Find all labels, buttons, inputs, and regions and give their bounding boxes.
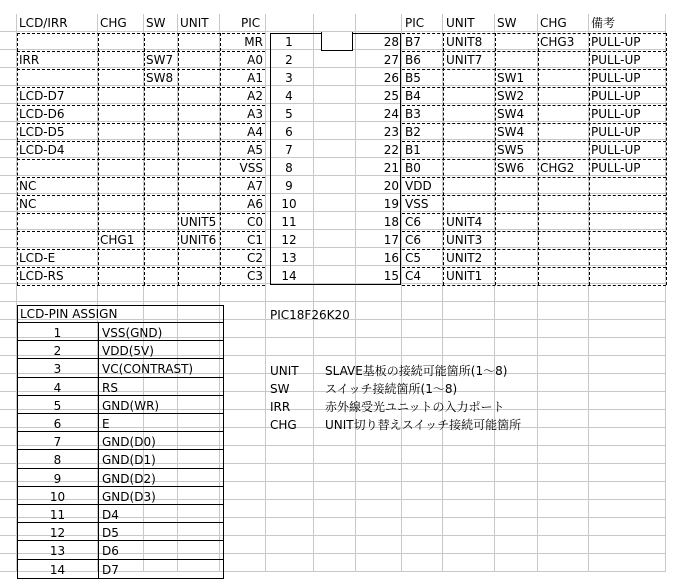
pin-cell-rpic: B0 — [405, 161, 421, 175]
lcd-pin-function: RS — [102, 380, 118, 395]
legend-desc: UNIT切り替えスイッチ接続可能箇所 — [325, 418, 522, 432]
pin-cell-runit: UNIT2 — [446, 251, 483, 265]
header-unit-right: UNIT — [446, 16, 475, 30]
lcd-pin-function: GND(D3) — [102, 489, 156, 504]
lcd-pin-function: D5 — [102, 526, 119, 541]
pin-cell-lnum: 8 — [285, 161, 293, 175]
pin-cell-rpic: B7 — [405, 35, 421, 49]
pin-cell-chg — [100, 213, 144, 231]
pin-cell-note: PULL-UP — [591, 143, 641, 157]
legend-term: UNIT — [270, 364, 299, 378]
lcd-pin-number: 6 — [53, 417, 62, 431]
pin-cell-rsw — [497, 51, 537, 69]
header-pic-right: PIC — [405, 16, 425, 30]
pin-cell-sw — [146, 267, 178, 285]
pin-cell-chg — [100, 141, 144, 159]
legend-term: SW — [270, 382, 290, 396]
legend-desc: 赤外線受光ユニットの入力ポート — [325, 400, 505, 414]
pin-cell-sw — [146, 141, 178, 159]
pin-cell-note: PULL-UP — [591, 107, 641, 121]
pin-cell-rnum: 23 — [383, 125, 399, 139]
pin-cell-rsw: SW5 — [497, 143, 525, 157]
pin-cell-rchg — [540, 105, 588, 123]
pin-cell-note — [591, 231, 671, 249]
pin-cell-chg — [100, 249, 144, 267]
legend-term: CHG — [270, 418, 297, 432]
pin-cell-rpic: B4 — [405, 89, 421, 103]
pin-cell-lnum: 4 — [285, 89, 293, 103]
pin-cell-lpic: A6 — [247, 197, 263, 211]
pin-cell-note — [591, 267, 671, 285]
pin-cell-lpic: A5 — [247, 143, 263, 157]
pin-cell-sw — [146, 123, 178, 141]
pin-cell-lcd: LCD-D6 — [19, 107, 65, 121]
pin-cell-lnum: 1 — [285, 35, 293, 49]
lcd-pin-function: D4 — [102, 508, 119, 522]
pin-cell-rchg — [540, 267, 588, 285]
pin-cell-lpic: A0 — [247, 53, 263, 67]
pin-cell-unit: UNIT6 — [180, 233, 217, 247]
pin-cell-lcd — [19, 159, 97, 177]
pin-cell-rchg — [540, 213, 588, 231]
pin-cell-rpic: C6 — [405, 233, 422, 247]
pin-cell-rsw: SW1 — [497, 71, 525, 85]
lcd-pin-number: 8 — [53, 453, 62, 468]
pin-cell-chg — [100, 69, 144, 87]
lcd-pin-number: 12 — [49, 526, 66, 541]
pin-cell-rpic: VSS — [405, 197, 429, 211]
pin-cell-note: PULL-UP — [591, 35, 641, 49]
pin-cell-sw: SW8 — [146, 71, 174, 85]
pin-cell-runit — [446, 195, 494, 213]
pin-cell-rnum: 15 — [383, 269, 399, 283]
lcd-pin-number: 10 — [49, 489, 66, 504]
pin-cell-chg — [100, 33, 144, 51]
lcd-pin-function: VDD(5V) — [102, 344, 154, 359]
pin-cell-lcd — [19, 213, 97, 231]
pin-cell-chg: CHG1 — [100, 233, 135, 247]
header-pic-left: PIC — [241, 16, 261, 30]
pin-cell-rchg — [540, 87, 588, 105]
pin-cell-lpic: C0 — [246, 215, 263, 229]
pin-cell-rpic: VDD — [405, 179, 432, 193]
lcd-pin-number: 11 — [49, 508, 66, 522]
pin-cell-lnum: 2 — [285, 53, 293, 67]
pin-cell-lcd — [19, 231, 97, 249]
pin-cell-lnum: 13 — [281, 251, 297, 265]
pin-cell-rsw: SW2 — [497, 89, 525, 103]
lcd-pin-number: 2 — [53, 344, 62, 359]
lcd-pin-function: VC(CONTRAST) — [102, 362, 194, 377]
pin-cell-sw — [146, 231, 178, 249]
pin-cell-chg — [100, 159, 144, 177]
pin-cell-rnum: 28 — [383, 35, 399, 49]
pin-cell-lnum: 11 — [281, 215, 297, 229]
pin-cell-rsw — [497, 177, 537, 195]
pin-cell-chg — [100, 123, 144, 141]
pin-cell-rnum: 18 — [383, 215, 399, 229]
pin-cell-unit — [180, 123, 218, 141]
header-chg-right: CHG — [540, 16, 567, 30]
chip-name: PIC18F26K20 — [270, 308, 350, 322]
pin-cell-lnum: 10 — [281, 197, 297, 211]
pin-cell-note — [591, 177, 671, 195]
pin-cell-rnum: 25 — [383, 89, 399, 103]
pin-cell-unit — [180, 195, 218, 213]
pin-cell-rnum: 20 — [383, 179, 399, 193]
pin-cell-rchg: CHG2 — [540, 161, 575, 175]
pin-cell-runit — [446, 87, 494, 105]
pin-cell-rpic: C5 — [405, 251, 422, 265]
pin-cell-rchg — [540, 195, 588, 213]
pin-cell-lcd: LCD-D7 — [19, 89, 65, 103]
pin-cell-note: PULL-UP — [591, 71, 641, 85]
pin-cell-rnum: 16 — [383, 251, 399, 265]
lcd-pin-number: 14 — [49, 562, 66, 577]
pin-cell-unit — [180, 267, 218, 285]
pin-cell-rchg — [540, 69, 588, 87]
pin-cell-sw — [146, 177, 178, 195]
pin-cell-rpic: B3 — [405, 107, 421, 121]
pin-cell-rchg — [540, 141, 588, 159]
pin-cell-note: PULL-UP — [591, 53, 641, 67]
pin-cell-rsw — [497, 33, 537, 51]
lcd-pin-number: 13 — [49, 544, 66, 559]
pin-cell-lpic: C3 — [246, 269, 263, 283]
pin-cell-rchg — [540, 51, 588, 69]
pin-cell-rnum: 27 — [383, 53, 399, 67]
header-lcd-irr: LCD/IRR — [19, 16, 68, 30]
pin-cell-unit — [180, 141, 218, 159]
legend-term: IRR — [270, 400, 291, 414]
pin-cell-sw — [146, 195, 178, 213]
pin-cell-rchg — [540, 249, 588, 267]
pin-cell-unit: UNIT5 — [180, 215, 217, 229]
pin-cell-lnum: 3 — [285, 71, 293, 85]
pin-cell-lpic: C1 — [246, 233, 263, 247]
pin-cell-rsw: SW4 — [497, 107, 525, 121]
lcd-pin-function: GND(D1) — [102, 453, 156, 468]
pin-cell-note: PULL-UP — [591, 89, 641, 103]
lcd-pin-function: VSS(GND) — [102, 326, 163, 340]
pin-cell-rchg — [540, 231, 588, 249]
pin-cell-rsw — [497, 231, 537, 249]
pin-cell-rnum: 21 — [383, 161, 399, 175]
lcd-pin-function: GND(WR) — [102, 398, 160, 413]
lcd-pin-function: D6 — [102, 544, 119, 559]
lcd-pin-number: 7 — [53, 435, 62, 450]
pin-cell-lcd: NC — [19, 197, 37, 211]
pin-cell-runit — [446, 105, 494, 123]
pin-cell-runit: UNIT4 — [446, 215, 483, 229]
pin-cell-lcd: LCD-E — [19, 251, 56, 265]
pin-cell-rsw — [497, 195, 537, 213]
pin-cell-runit: UNIT8 — [446, 35, 483, 49]
pin-cell-chg — [100, 267, 144, 285]
pin-cell-lnum: 5 — [285, 107, 293, 121]
lcd-pin-function: GND(D0) — [102, 435, 156, 450]
lcd-pin-number: 5 — [53, 398, 62, 413]
lcd-pin-number: 1 — [53, 326, 62, 340]
pin-cell-unit — [180, 51, 218, 69]
lcd-pin-function: E — [102, 417, 110, 431]
pin-cell-sw — [146, 213, 178, 231]
lcd-pin-number: 4 — [53, 380, 62, 395]
pin-cell-rpic: B1 — [405, 143, 421, 157]
pin-cell-rchg — [540, 177, 588, 195]
pin-cell-lcd: LCD-RS — [19, 269, 64, 283]
pin-cell-chg — [100, 195, 144, 213]
header-sw-right: SW — [497, 16, 517, 30]
legend-desc: スイッチ接続箇所(1～8) — [325, 382, 458, 396]
pin-cell-runit — [446, 159, 494, 177]
pin-cell-rpic: C4 — [405, 269, 422, 283]
pin-cell-runit — [446, 69, 494, 87]
pin-cell-sw — [146, 159, 178, 177]
pin-cell-sw — [146, 33, 178, 51]
pin-cell-lcd: LCD-D5 — [19, 125, 65, 139]
pin-cell-rnum: 19 — [383, 197, 399, 211]
header-sw: SW — [146, 16, 166, 30]
lcd-pin-function: GND(D2) — [102, 471, 156, 486]
pin-cell-lpic: A4 — [247, 125, 263, 139]
pin-cell-note — [591, 213, 671, 231]
legend-desc: SLAVE基板の接続可能箇所(1～8) — [325, 364, 508, 378]
pin-cell-unit — [180, 87, 218, 105]
pin-cell-lpic: A7 — [247, 179, 263, 193]
pin-cell-rnum: 22 — [383, 143, 399, 157]
pin-cell-sw — [146, 249, 178, 267]
pin-cell-rnum: 24 — [383, 107, 399, 121]
pin-cell-chg — [100, 177, 144, 195]
pin-cell-lnum: 9 — [285, 179, 293, 193]
pin-cell-runit — [446, 141, 494, 159]
pin-cell-rsw — [497, 249, 537, 267]
pin-cell-note — [591, 249, 671, 267]
pin-cell-rpic: C6 — [405, 215, 422, 229]
pin-cell-lcd: LCD-D4 — [19, 143, 65, 157]
pin-cell-note: PULL-UP — [591, 161, 641, 175]
lcd-pin-number: 3 — [53, 362, 62, 377]
pin-cell-runit: UNIT3 — [446, 233, 483, 247]
pin-cell-rsw: SW4 — [497, 125, 525, 139]
pin-cell-note: PULL-UP — [591, 125, 641, 139]
pin-cell-sw — [146, 105, 178, 123]
pin-cell-lnum: 14 — [281, 269, 297, 283]
pin-cell-lnum: 6 — [285, 125, 293, 139]
header-unit: UNIT — [180, 16, 209, 30]
pin-cell-unit — [180, 105, 218, 123]
pin-cell-lcd: IRR — [19, 53, 40, 67]
pin-cell-lpic: C2 — [246, 251, 263, 265]
pin-cell-lpic: MR — [244, 35, 263, 49]
pin-cell-runit: UNIT7 — [446, 53, 483, 67]
pin-cell-rpic: B6 — [405, 53, 421, 67]
pin-cell-sw — [146, 87, 178, 105]
pin-cell-rnum: 17 — [383, 233, 399, 247]
lcd-pin-function: D7 — [102, 562, 119, 577]
pin-cell-lcd — [19, 69, 97, 87]
pin-cell-unit — [180, 159, 218, 177]
pin-cell-unit — [180, 249, 218, 267]
pin-cell-runit — [446, 123, 494, 141]
pin-cell-unit — [180, 69, 218, 87]
pin-cell-runit — [446, 177, 494, 195]
pin-cell-rsw: SW6 — [497, 161, 525, 175]
pin-cell-lpic: VSS — [239, 161, 263, 175]
pin-cell-rsw — [497, 267, 537, 285]
header-chg: CHG — [100, 16, 127, 30]
pin-cell-rchg — [540, 123, 588, 141]
lcd-pin-number: 9 — [53, 471, 62, 486]
lcd-table-title: LCD-PIN ASSIGN — [20, 307, 118, 321]
pin-cell-unit — [180, 33, 218, 51]
pin-cell-rchg: CHG3 — [540, 35, 575, 49]
pin-cell-rpic: B5 — [405, 71, 421, 85]
pin-cell-lnum: 7 — [285, 143, 293, 157]
pin-cell-runit: UNIT1 — [446, 269, 483, 283]
pin-cell-note — [591, 195, 671, 213]
pin-cell-chg — [100, 105, 144, 123]
pin-cell-chg — [100, 87, 144, 105]
pin-cell-lpic: A2 — [247, 89, 263, 103]
header-note: 備考 — [591, 16, 616, 30]
pin-cell-unit — [180, 177, 218, 195]
pin-cell-sw: SW7 — [146, 53, 174, 67]
pin-cell-lnum: 12 — [281, 233, 297, 247]
pin-cell-chg — [100, 51, 144, 69]
pin-cell-lcd — [19, 33, 97, 51]
pin-cell-lpic: A1 — [247, 71, 263, 85]
pin-cell-lcd: NC — [19, 179, 37, 193]
pin-cell-rsw — [497, 213, 537, 231]
pin-cell-rpic: B2 — [405, 125, 421, 139]
pin-cell-lpic: A3 — [247, 107, 263, 121]
pin-cell-rnum: 26 — [383, 71, 399, 85]
